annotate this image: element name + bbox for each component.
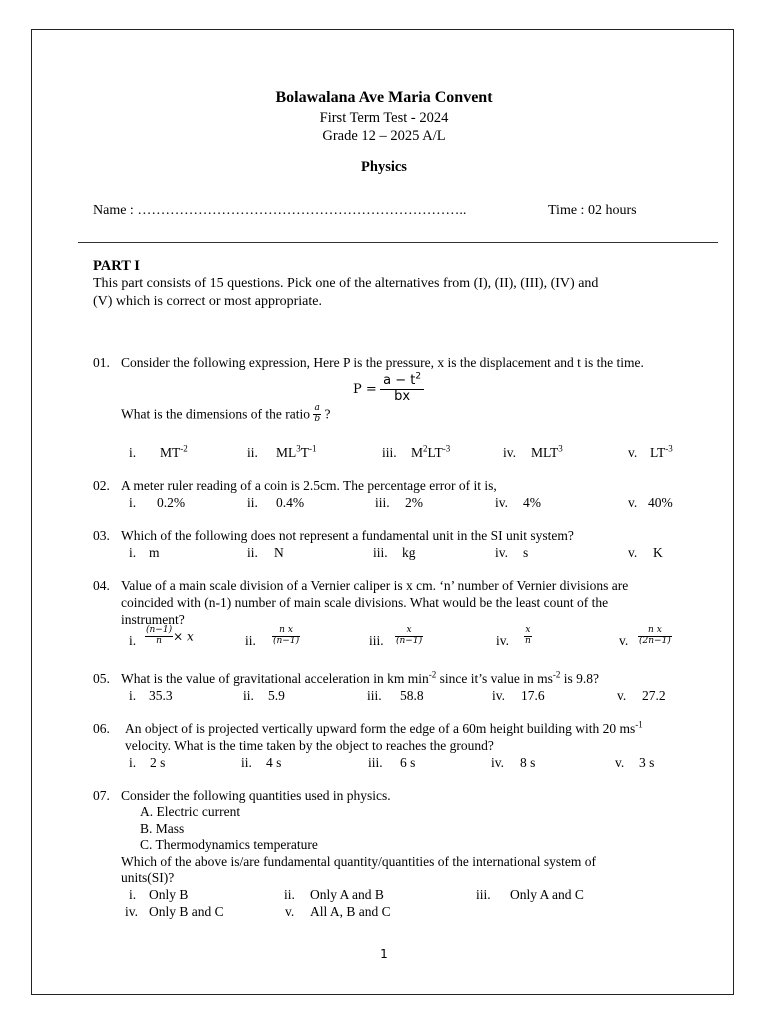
option-value[interactable]: 4 s [266, 755, 282, 770]
option-value[interactable]: Only B and C [149, 904, 224, 919]
page-number: 1 [380, 947, 388, 961]
part-heading: PART I [93, 258, 140, 274]
option-value[interactable]: K [653, 545, 663, 560]
option-value[interactable]: 5.9 [268, 688, 285, 703]
fraction-numerator: n x [638, 626, 672, 637]
header-divider [78, 242, 718, 243]
option-value[interactable]: 3 s [639, 755, 655, 770]
option-base: MLT [531, 445, 559, 460]
option-value[interactable]: 2 s [150, 755, 166, 770]
option-label: i. [129, 545, 137, 560]
fraction-multiplier: × x [173, 629, 194, 644]
grade-line: Grade 12 – 2025 A/L [322, 128, 446, 144]
option-value[interactable] [160, 445, 188, 461]
fraction-denominator: (n−1) [396, 635, 423, 646]
ratio-question-text: What is the dimensions of the ratio [121, 406, 310, 422]
fraction-numerator: n x [272, 626, 300, 637]
school-name: Bolawalana Ave Maria Convent [275, 89, 493, 106]
option-label: ii. [284, 887, 295, 902]
test-name: First Term Test - 2024 [319, 110, 449, 126]
question-number: 02. [93, 478, 110, 493]
option-label: ii. [243, 688, 254, 703]
option-value[interactable] [272, 626, 300, 647]
option-value[interactable]: m [149, 545, 160, 560]
option-value[interactable]: 0.2% [157, 495, 186, 510]
option-value[interactable]: 17.6 [521, 688, 545, 703]
option-label: iv. [503, 445, 516, 460]
option-value[interactable] [524, 626, 532, 647]
option-value[interactable]: Only B [149, 887, 189, 902]
option-fraction [524, 626, 532, 647]
ratio-question [121, 404, 330, 425]
question-text: Consider the following expression, Here P is the pressure, x is the displacement and t is the time. [121, 355, 644, 370]
option-base: LT [650, 445, 666, 460]
question-text-part: since it’s value in ms [436, 671, 553, 686]
option-exponent: -2 [180, 443, 188, 454]
option-label: ii. [241, 755, 252, 770]
question-text-line-1: Value of a main scale division of a Vernier caliper is x cm. ‘n’ number of Vernier divisions are [121, 578, 629, 593]
option-fraction [395, 626, 423, 647]
part-instructions-line-2: (V) which is correct or most appropriate. [93, 294, 322, 309]
option-label: ii. [245, 633, 256, 648]
option-exponent: 3 [558, 443, 563, 454]
option-label: i. [129, 887, 137, 902]
list-item: C. Thermodynamics temperature [140, 837, 318, 852]
option-base: ML [276, 445, 297, 460]
ratio-question-mark: ? [324, 406, 331, 422]
option-fraction [272, 626, 300, 647]
option-base: MT [160, 445, 181, 460]
option-label: iv. [125, 904, 138, 919]
option-value[interactable]: 8 s [520, 755, 536, 770]
option-label: v. [628, 545, 638, 560]
fraction-numerator: (n−1) [146, 625, 173, 635]
option-exponent: -3 [665, 443, 673, 454]
list-item: A. Electric current [140, 804, 241, 819]
option-value[interactable]: Only A and B [310, 887, 384, 902]
fraction-numerator: x [525, 625, 531, 635]
option-label: v. [285, 904, 295, 919]
option-exponent: 2 [423, 443, 428, 454]
part-instructions-line-1: This part consists of 15 questions. Pick one of the alternatives from (I), (II), (III), (IV) and [93, 276, 599, 291]
question-number: 05. [93, 671, 110, 686]
equation-fraction [380, 371, 424, 405]
equation-lhs: P = [353, 381, 377, 397]
unit-exponent: -2 [428, 669, 437, 680]
ratio-denominator: b [314, 413, 321, 424]
list-item: B. Mass [140, 821, 185, 836]
question-text: Consider the following quantities used in physics. [121, 788, 391, 803]
question-text-line-1 [125, 721, 643, 737]
unit-exponent: -1 [635, 719, 643, 730]
fraction-denominator: n [156, 635, 162, 646]
option-value[interactable]: 0.4% [276, 495, 305, 510]
unit-exponent: -2 [552, 669, 561, 680]
option-label: v. [619, 633, 629, 648]
option-value[interactable]: 40% [648, 495, 673, 510]
option-label: iv. [491, 755, 504, 770]
question-number: 04. [93, 578, 110, 593]
option-base: LT [427, 445, 443, 460]
option-label: v. [628, 445, 638, 460]
option-fraction [145, 626, 173, 647]
numerator-text: a − t [383, 373, 416, 388]
option-label: ii. [247, 545, 258, 560]
question-text-line-3: units(SI)? [121, 870, 175, 885]
equation-numerator [380, 371, 424, 390]
question-number: 03. [93, 528, 110, 543]
option-label: v. [617, 688, 627, 703]
question-text-line-3: instrument? [121, 612, 185, 627]
option-value[interactable]: 35.3 [149, 688, 173, 703]
option-value[interactable]: 2% [405, 495, 423, 510]
option-value[interactable]: 6 s [400, 755, 416, 770]
option-value[interactable]: 4% [523, 495, 541, 510]
option-value[interactable] [638, 626, 672, 647]
option-label: iv. [496, 633, 509, 648]
question-text-line-2: Which of the above is/are fundamental quantity/quantities of the international system of [121, 854, 596, 869]
option-label: ii. [247, 495, 258, 510]
question-number: 07. [93, 788, 110, 803]
fraction-numerator: x [395, 626, 423, 637]
option-label: iii. [367, 688, 382, 703]
option-value[interactable]: 58.8 [400, 688, 424, 703]
option-label: i. [129, 688, 137, 703]
option-label: iii. [369, 633, 384, 648]
option-value[interactable] [276, 445, 317, 461]
option-label: ii. [247, 445, 258, 460]
question-text-part: is 9.8? [560, 671, 599, 686]
option-value[interactable]: 27.2 [642, 688, 666, 703]
option-value[interactable]: All A, B and C [310, 904, 391, 919]
question-text: A meter ruler reading of a coin is 2.5cm. The percentage error of it is, [121, 478, 497, 493]
ratio-numerator: a [314, 403, 320, 413]
option-base: T [300, 445, 309, 460]
option-base: M [411, 445, 424, 460]
option-value[interactable] [531, 445, 563, 461]
option-label: iv. [495, 495, 508, 510]
option-value[interactable] [145, 626, 194, 647]
option-label: v. [628, 495, 638, 510]
option-exponent: -3 [442, 443, 451, 454]
numerator-exponent: 2 [415, 371, 422, 382]
option-label: iii. [373, 545, 388, 560]
option-value[interactable]: N [274, 545, 284, 560]
question-text-line-2: coincided with (n-1) number of main scale divisions. What would be the least count of the [121, 595, 609, 610]
option-label: iii. [368, 755, 383, 770]
question-text [121, 671, 599, 687]
option-label: iii. [375, 495, 390, 510]
option-value[interactable] [650, 445, 673, 461]
option-exponent: -1 [309, 443, 317, 454]
option-label: i. [129, 633, 137, 648]
question-number: 01. [93, 355, 110, 370]
option-label: iii. [476, 887, 491, 902]
question-number: 06. [93, 721, 110, 736]
question-text-part: What is the value of gravitational acceleration in km min [121, 671, 429, 686]
option-value[interactable] [395, 626, 423, 647]
pressure-equation [353, 371, 424, 405]
option-value[interactable]: Only A and C [510, 887, 584, 902]
option-value[interactable]: s [523, 545, 529, 560]
fraction-denominator: n [525, 635, 531, 646]
option-value[interactable] [411, 445, 450, 461]
question-text: Which of the following does not represent a fundamental unit in the SI unit system? [121, 528, 574, 543]
option-exponent: 3 [296, 443, 301, 454]
option-label: v. [615, 755, 625, 770]
equation-denominator: bx [394, 388, 411, 404]
option-fraction [638, 626, 672, 647]
subject-title: Physics [361, 159, 407, 175]
option-label: i. [129, 755, 137, 770]
name-field-line: Name : …………………………………………………………….. [93, 203, 467, 218]
option-label: iv. [492, 688, 505, 703]
question-text-part: An object of is projected vertically upward form the edge of a 60m height building with 20 ms [125, 721, 636, 736]
fraction-denominator: (n−1) [273, 635, 300, 646]
fraction-denominator: (2n−1) [639, 635, 671, 646]
time-allowed: Time : 02 hours [548, 203, 637, 218]
option-label: iv. [495, 545, 508, 560]
option-value[interactable]: kg [402, 545, 416, 560]
option-label: i. [129, 445, 137, 460]
option-label: i. [129, 495, 137, 510]
question-text-line-2: velocity. What is the time taken by the object to reaches the ground? [125, 738, 494, 753]
option-label: iii. [382, 445, 397, 460]
ratio-fraction [313, 404, 321, 425]
